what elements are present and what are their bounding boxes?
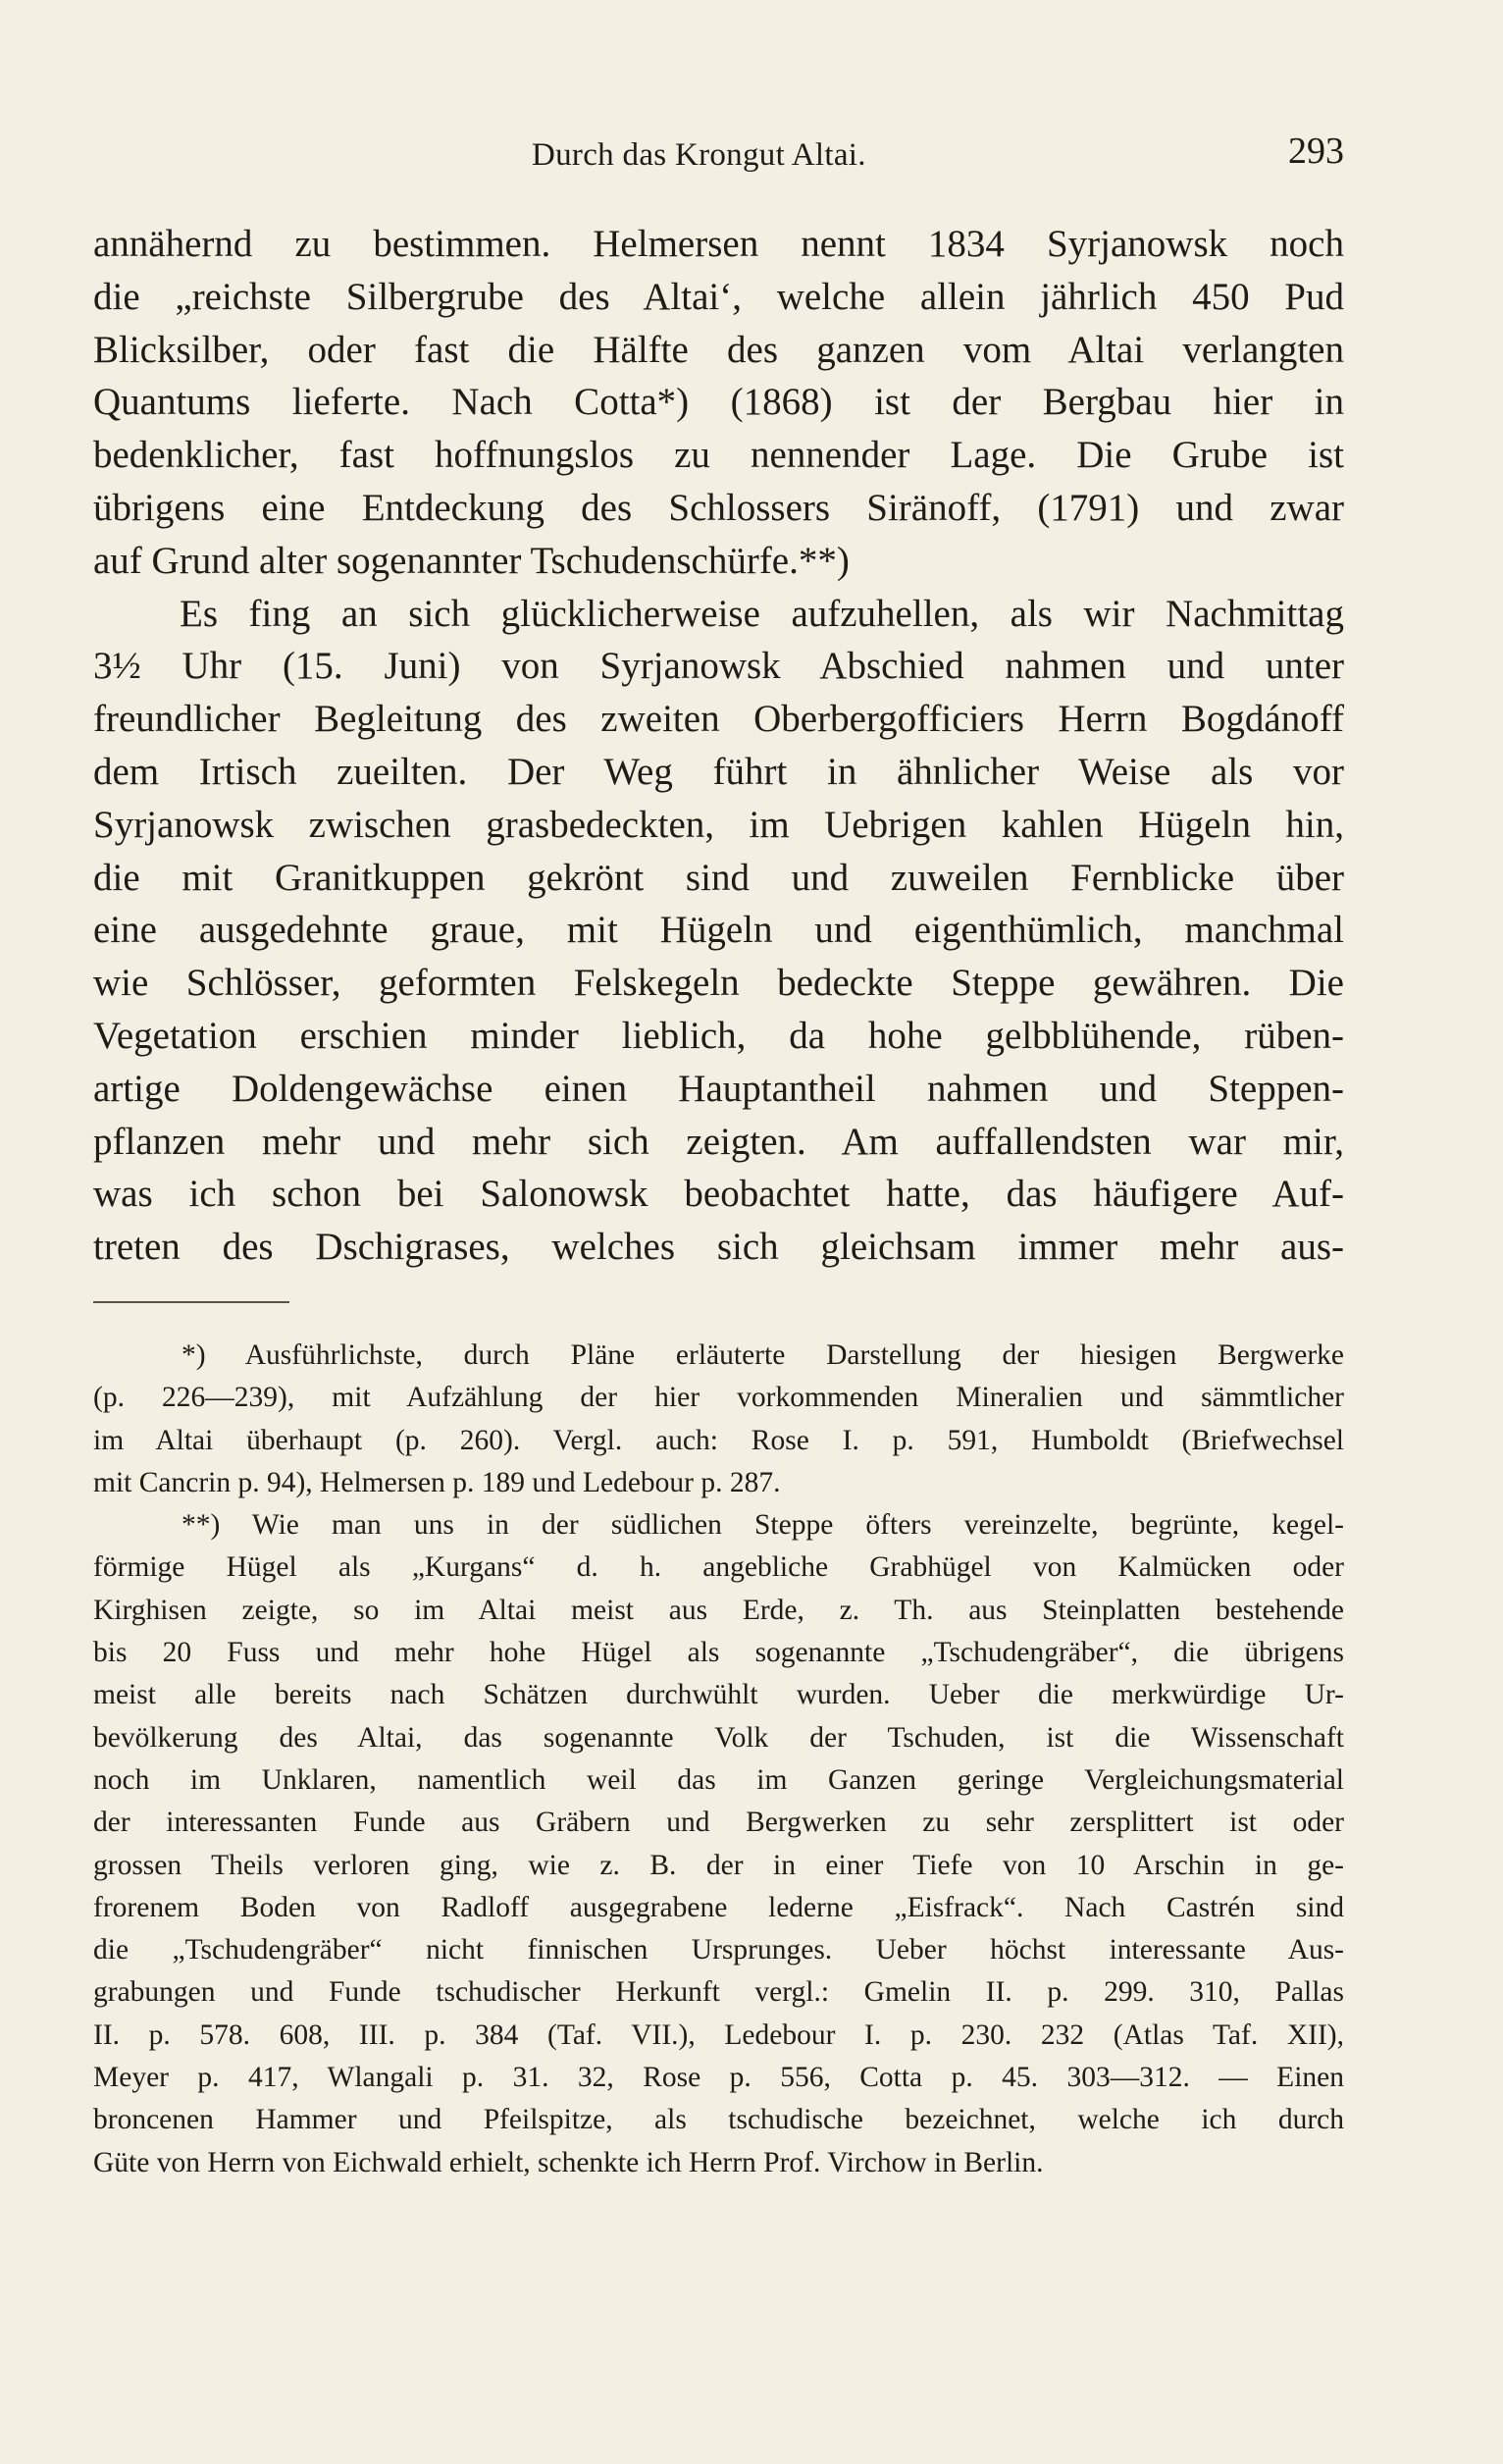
body-line: eine ausgedehnte graue, mit Hügeln und eigenthümlich, manchmal bbox=[93, 909, 1344, 952]
body-line: übrigens eine Entdeckung des Schlossers Siränoff, (1791) und zwar bbox=[93, 486, 1344, 529]
body-line: Blicksilber, oder fast die Hälfte des ganzen vom Altai verlangten bbox=[93, 328, 1344, 371]
body-line: die „reichste Silbergrube des Altai‘, welche allein jährlich 450 Pud bbox=[93, 275, 1344, 318]
footnote-line: Meyer p. 417, Wlangali p. 31. 32, Rose p. 556, Cotta p. 45. 303—312. — Einen bbox=[93, 2062, 1344, 2094]
page-header bbox=[93, 130, 1344, 179]
running-title: Durch das Krongut Altai. bbox=[532, 137, 866, 173]
footnote-line: förmige Hügel als „Kurgans“ d. h. angebliche Grabhügel von Kalmücken oder bbox=[93, 1551, 1344, 1584]
footnote-line: II. p. 578. 608, III. p. 384 (Taf. VII.), Ledebour I. p. 230. 232 (Atlas Taf. XII), bbox=[93, 2018, 1344, 2051]
body-line: wie Schlösser, geformten Felskegeln bedeckte Steppe gewähren. Die bbox=[93, 962, 1344, 1005]
footnote-line: noch im Unklaren, namentlich weil das im Ganzen geringe Vergleichungsmaterial bbox=[93, 1763, 1344, 1796]
body-line: treten des Dschigrases, welches sich gleichsam immer mehr aus- bbox=[93, 1226, 1344, 1269]
footnote-line: bis 20 Fuss und mehr hohe Hügel als sogenannte „Tschudengräber“, die übrigens bbox=[93, 1637, 1344, 1669]
footnote-line: Güte von Herrn von Eichwald erhielt, schenkte ich Herrn Prof. Virchow in Berlin. bbox=[93, 2146, 1044, 2178]
footnotes bbox=[93, 1335, 1344, 2184]
body-line: artige Doldengewächse einen Hauptantheil nahmen und Steppen- bbox=[93, 1067, 1344, 1110]
footnote-line: mit Cancrin p. 94), Helmersen p. 189 und Ledebour p. 287. bbox=[93, 1466, 781, 1498]
body-line: Syrjanowsk zwischen grasbedeckten, im Uebrigen kahlen Hügeln hin, bbox=[93, 803, 1344, 846]
body-line: annähernd zu bestimmen. Helmersen nennt 1834 Syrjanowsk noch bbox=[93, 223, 1344, 265]
page-number: 293 bbox=[1288, 131, 1344, 172]
body-line: bedenklicher, fast hoffnungslos zu nennender Lage. Die Grube ist bbox=[93, 434, 1344, 477]
body-line: was ich schon bei Salonowsk beobachtet hatte, das häufigere Auf- bbox=[93, 1173, 1344, 1216]
footnote-line: (p. 226—239), mit Aufzählung der hier vorkommenden Mineralien und sämmtlicher bbox=[93, 1382, 1344, 1414]
footnote-line: meist alle bereits nach Schätzen durchwühlt wurden. Ueber die merkwürdige Ur- bbox=[93, 1679, 1344, 1711]
footnote-line: im Altai überhaupt (p. 260). Vergl. auch: Rose I. p. 591, Humboldt (Briefwechsel bbox=[93, 1424, 1344, 1456]
body-line: Es fing an sich glücklicherweise aufzuhellen, als wir Nachmittag bbox=[180, 592, 1344, 635]
footnote-rule bbox=[93, 1301, 289, 1303]
footnote-line: Kirghisen zeigte, so im Altai meist aus Erde, z. Th. aus Steinplatten bestehende bbox=[93, 1594, 1344, 1626]
body-line: die mit Granitkuppen gekrönt sind und zuweilen Fernblicke über bbox=[93, 856, 1344, 899]
footnote-line: der interessanten Funde aus Gräbern und Bergwerken zu sehr zersplittert ist oder bbox=[93, 1807, 1344, 1839]
body-line: Vegetation erschien minder lieblich, da hohe gelbblühende, rüben- bbox=[93, 1014, 1344, 1057]
footnote-line: die „Tschudengräber“ nicht finnischen Ursprunges. Ueber höchst interessante Aus- bbox=[93, 1934, 1344, 1966]
body-line: dem Irtisch zueilten. Der Weg führt in ähnlicher Weise als vor bbox=[93, 750, 1344, 793]
body-line: Quantums lieferte. Nach Cotta*) (1868) ist der Bergbau hier in bbox=[93, 381, 1344, 424]
body-text bbox=[93, 218, 1344, 1274]
body-line: auf Grund alter sogenannter Tschudenschürfe.**) bbox=[93, 539, 850, 582]
footnote-line: frorenem Boden von Radloff ausgegrabene lederne „Eisfrack“. Nach Castrén sind bbox=[93, 1891, 1344, 1923]
body-line: pflanzen mehr und mehr sich zeigten. Am auffallendsten war mir, bbox=[93, 1120, 1344, 1163]
body-line: 3½ Uhr (15. Juni) von Syrjanowsk Abschied nahmen und unter bbox=[93, 645, 1344, 688]
footnote-line: grossen Theils verloren ging, wie z. B. der in einer Tiefe von 10 Arschin in ge- bbox=[93, 1849, 1344, 1881]
footnote-line: broncenen Hammer und Pfeilspitze, als tschudische bezeichnet, welche ich durch bbox=[93, 2104, 1344, 2136]
footnote-line: grabungen und Funde tschudischer Herkunft vergl.: Gmelin II. p. 299. 310, Pallas bbox=[93, 1976, 1344, 2009]
footnote-line: **) Wie man uns in der südlichen Steppe öfters vereinzelte, begrünte, kegel- bbox=[181, 1509, 1344, 1542]
footnote-line: *) Ausführlichste, durch Pläne erläuterte Darstellung der hiesigen Bergwerke bbox=[181, 1339, 1344, 1371]
body-line: freundlicher Begleitung des zweiten Oberbergofficiers Herrn Bogdánoff bbox=[93, 698, 1344, 741]
footnote-line: bevölkerung des Altai, das sogenannte Volk der Tschuden, ist die Wissenschaft bbox=[93, 1721, 1344, 1754]
